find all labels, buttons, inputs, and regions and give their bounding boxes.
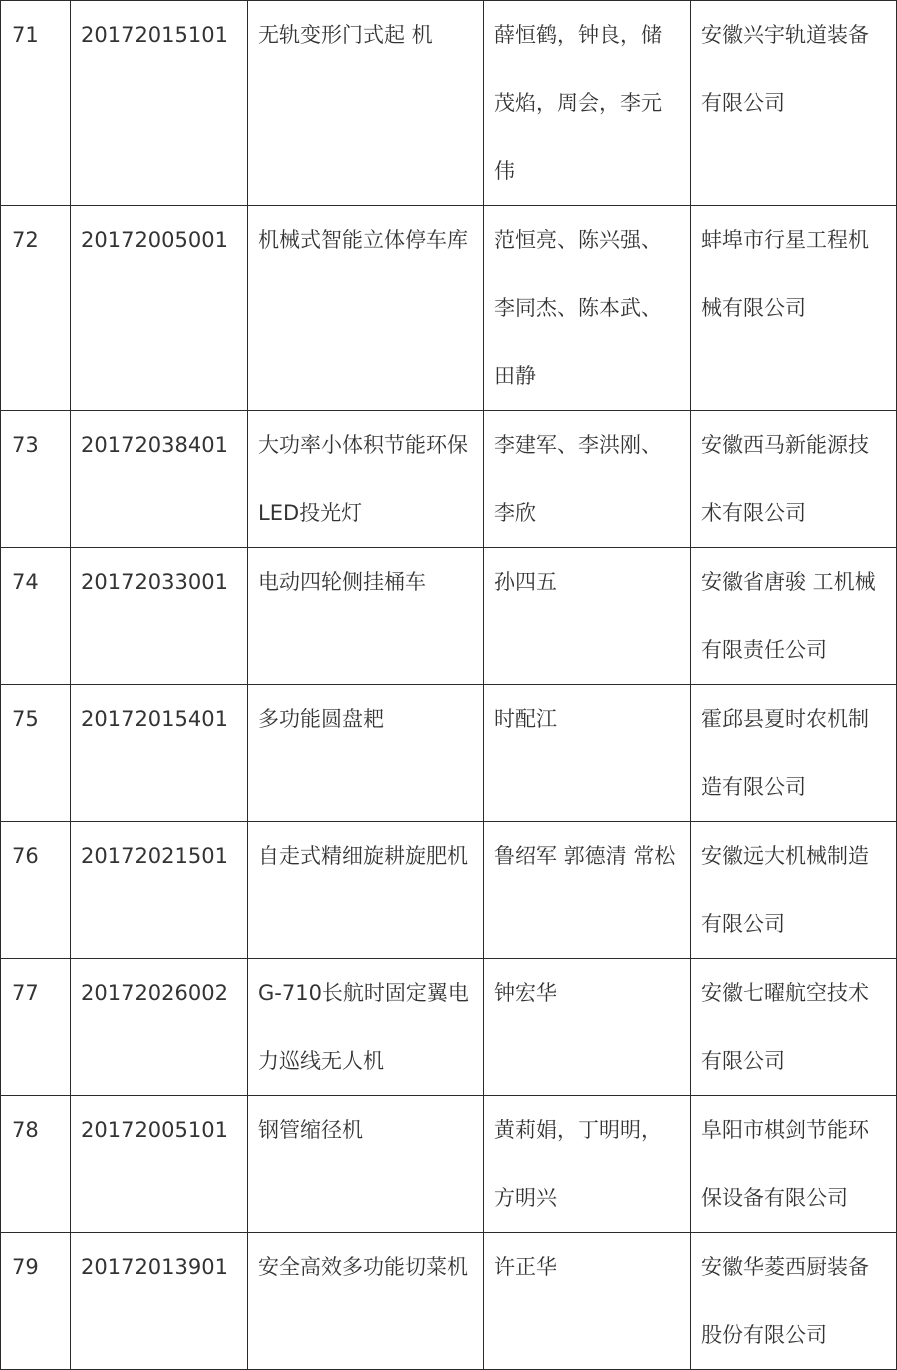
row-number: 77 xyxy=(1,959,71,1096)
table-row xyxy=(1,206,897,411)
row-number: 76 xyxy=(1,822,71,959)
table-row xyxy=(1,1,897,206)
inventors: 钟宏华 xyxy=(484,959,691,1096)
inventors: 孙四五 xyxy=(484,548,691,685)
company: 安徽西马新能源技术有限公司 xyxy=(691,411,897,548)
row-number: 71 xyxy=(1,1,71,206)
row-number: 75 xyxy=(1,685,71,822)
table-row xyxy=(1,1233,897,1370)
project-code: 20172005001 xyxy=(71,206,248,411)
inventors: 李建军、李洪刚、李欣 xyxy=(484,411,691,548)
table-row xyxy=(1,822,897,959)
project-code: 20172005101 xyxy=(71,1096,248,1233)
project-code: 20172021501 xyxy=(71,822,248,959)
project-code: 20172038401 xyxy=(71,411,248,548)
company: 蚌埠市行星工程机械有限公司 xyxy=(691,206,897,411)
project-code: 20172015401 xyxy=(71,685,248,822)
project-name: 自走式精细旋耕旋肥机 xyxy=(248,822,484,959)
project-name: 多功能圆盘耙 xyxy=(248,685,484,822)
company: 阜阳市棋剑节能环保设备有限公司 xyxy=(691,1096,897,1233)
row-number: 73 xyxy=(1,411,71,548)
inventors: 范恒亮、陈兴强、李同杰、陈本武、田静 xyxy=(484,206,691,411)
inventors: 鲁绍军 郭德清 常松 xyxy=(484,822,691,959)
project-name: 安全高效多功能切菜机 xyxy=(248,1233,484,1370)
inventors: 薛恒鹤，钟良，储茂焰，周会，李元伟 xyxy=(484,1,691,206)
company: 安徽远大机械制造有限公司 xyxy=(691,822,897,959)
row-number: 74 xyxy=(1,548,71,685)
row-number: 79 xyxy=(1,1233,71,1370)
company: 安徽兴宇轨道装备有限公司 xyxy=(691,1,897,206)
project-name: 无轨变形门式起 机 xyxy=(248,1,484,206)
inventors: 许正华 xyxy=(484,1233,691,1370)
table-row xyxy=(1,548,897,685)
company: 安徽省唐骏 工机械有限责任公司 xyxy=(691,548,897,685)
project-code: 20172013901 xyxy=(71,1233,248,1370)
project-code: 20172026002 xyxy=(71,959,248,1096)
project-name: 大功率小体积节能环保LED投光灯 xyxy=(248,411,484,548)
project-name: G-710长航时固定翼电力巡线无人机 xyxy=(248,959,484,1096)
company: 霍邱县夏时农机制造有限公司 xyxy=(691,685,897,822)
company: 安徽七曜航空技术有限公司 xyxy=(691,959,897,1096)
table-row xyxy=(1,959,897,1096)
inventors: 黄莉娟，丁明明，方明兴 xyxy=(484,1096,691,1233)
table-row xyxy=(1,1096,897,1233)
project-name: 电动四轮侧挂桶车 xyxy=(248,548,484,685)
row-number: 78 xyxy=(1,1096,71,1233)
row-number: 72 xyxy=(1,206,71,411)
project-code: 20172033001 xyxy=(71,548,248,685)
project-name: 钢管缩径机 xyxy=(248,1096,484,1233)
company: 安徽华菱西厨装备股份有限公司 xyxy=(691,1233,897,1370)
project-name: 机械式智能立体停车库 xyxy=(248,206,484,411)
table-row xyxy=(1,685,897,822)
project-code: 20172015101 xyxy=(71,1,248,206)
table-row xyxy=(1,411,897,548)
inventors: 时配江 xyxy=(484,685,691,822)
